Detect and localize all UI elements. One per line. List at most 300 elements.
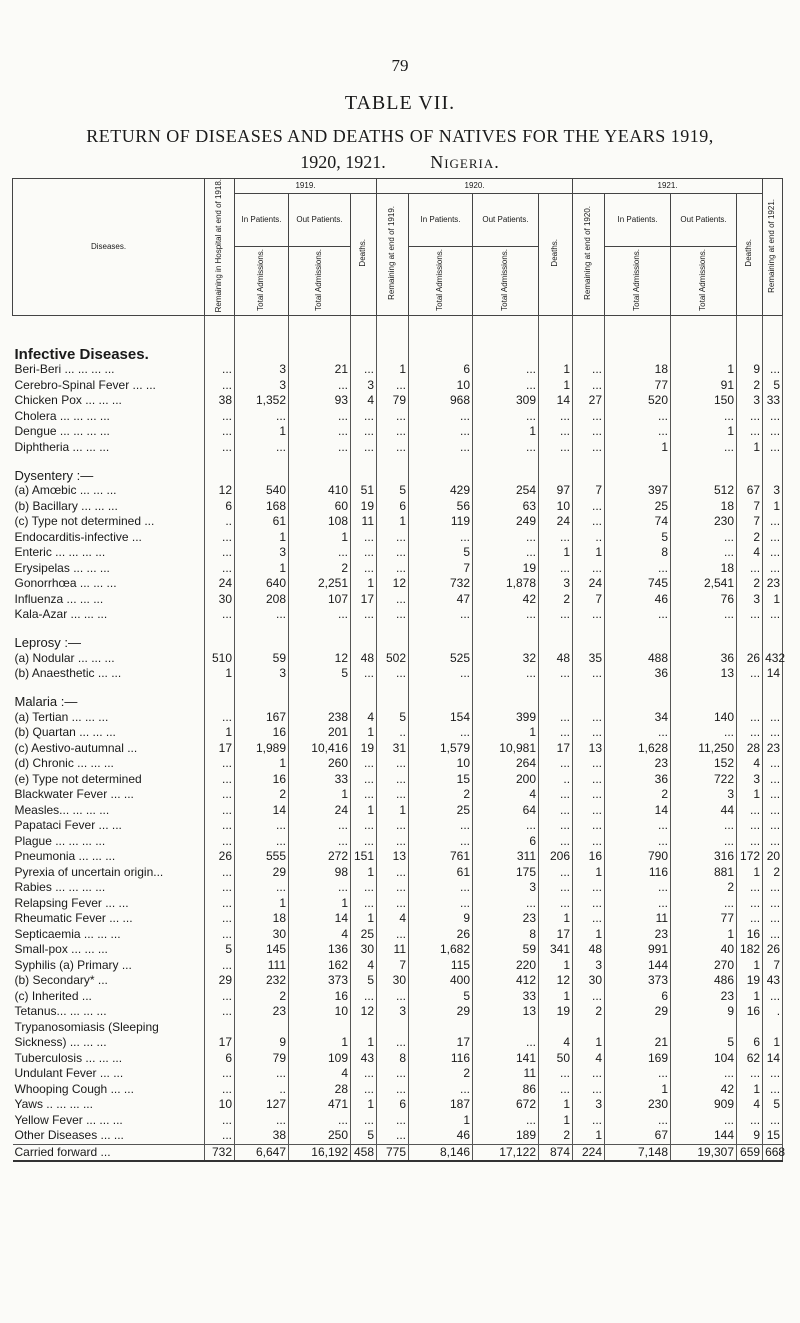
table-row — [13, 911, 783, 927]
table-row — [13, 530, 783, 546]
header-remaining-1920: Remaining at end of 1920. — [573, 194, 605, 316]
table-cell: ... — [763, 772, 783, 788]
table-cell: ... — [289, 440, 351, 456]
table-cell: 412 — [473, 973, 539, 989]
disease-label: Diphtheria ... ... ... — [14, 439, 110, 454]
table-cell: 17 — [205, 741, 235, 757]
table-cell: 40 — [671, 942, 737, 958]
table-cell: 732 — [409, 576, 473, 592]
disease-label: (c) Inherited ... — [14, 988, 92, 1003]
table-cell: 1 — [573, 865, 605, 881]
table-cell: 19 — [737, 973, 763, 989]
table-cell: ... — [605, 1066, 671, 1082]
table-cell: ... — [737, 561, 763, 577]
total-row — [13, 1144, 783, 1161]
table-cell: 1 — [737, 440, 763, 456]
table-cell: ... — [205, 772, 235, 788]
header-total-admissions-in-1919: Total Admissions. — [235, 247, 289, 316]
table-cell: 26 — [205, 849, 235, 865]
table-cell: 5 — [351, 1128, 377, 1144]
table-cell: ... — [377, 1082, 409, 1098]
table-cell: 224 — [573, 1144, 605, 1161]
table-cell: 488 — [605, 651, 671, 667]
table-cell: 16 — [235, 725, 289, 741]
table-cell: 208 — [235, 592, 289, 608]
table-cell: 24 — [539, 514, 573, 530]
table-cell: 12 — [539, 973, 573, 989]
table-cell: 167 — [235, 710, 289, 726]
table-cell: 4 — [737, 756, 763, 772]
disease-label: Cerebro-Spinal Fever ... ... — [14, 377, 156, 392]
table-cell: ... — [409, 834, 473, 850]
header-deaths-1920: Deaths. — [539, 194, 573, 316]
table-cell: 10 — [409, 378, 473, 394]
table-cell: ... — [539, 1066, 573, 1082]
table-cell: 1 — [205, 666, 235, 682]
table-cell: ... — [377, 772, 409, 788]
table-cell: 1 — [235, 756, 289, 772]
table-cell: ... — [763, 561, 783, 577]
table-cell: 33 — [473, 989, 539, 1005]
table-cell: 341 — [539, 942, 573, 958]
table-cell: 2 — [737, 530, 763, 546]
table-cell: ... — [763, 440, 783, 456]
table-cell: 36 — [605, 772, 671, 788]
table-cell: ... — [763, 880, 783, 896]
table-cell: ... — [605, 409, 671, 425]
table-cell: ... — [235, 409, 289, 425]
table-cell: 63 — [473, 499, 539, 515]
disease-label: Rabies ... ... ... ... — [14, 880, 106, 895]
disease-label: Syphilis (a) Primary ... — [14, 957, 132, 972]
table-cell: ... — [573, 1082, 605, 1098]
table-cell: 1 — [737, 989, 763, 1005]
table-cell: ... — [377, 787, 409, 803]
table-cell — [605, 1020, 671, 1036]
table-cell: ... — [205, 607, 235, 623]
table-cell: ... — [289, 409, 351, 425]
table-cell: ... — [205, 927, 235, 943]
table-cell: 254 — [473, 483, 539, 499]
disease-label: (c) Type not determined ... — [14, 514, 155, 529]
table-cell: 172 — [737, 849, 763, 865]
table-cell: 19 — [473, 561, 539, 577]
table-cell: 1 — [351, 803, 377, 819]
table-cell: 1 — [235, 561, 289, 577]
table-cell: 30 — [351, 942, 377, 958]
table-row — [13, 424, 783, 440]
header-deaths-1921: Deaths. — [737, 194, 763, 316]
table-cell: ... — [605, 607, 671, 623]
table-cell: 1 — [351, 1035, 377, 1051]
table-cell: 35 — [573, 651, 605, 667]
table-cell: ... — [605, 424, 671, 440]
table-cell — [205, 316, 235, 363]
table-cell: 1 — [671, 424, 737, 440]
table-cell: 30 — [377, 973, 409, 989]
table-cell: 1 — [737, 958, 763, 974]
table-cell: 1 — [351, 865, 377, 881]
table-cell: 7 — [573, 592, 605, 608]
table-cell: ... — [763, 896, 783, 912]
table-cell — [671, 455, 737, 483]
table-cell: 154 — [409, 710, 473, 726]
table-cell: ... — [763, 1113, 783, 1129]
table-cell — [573, 623, 605, 651]
table-cell: ... — [573, 989, 605, 1005]
table-cell: 1,579 — [409, 741, 473, 757]
table-cell: 373 — [289, 973, 351, 989]
table-cell: 116 — [409, 1051, 473, 1067]
disease-label: Plague ... ... ... ... — [14, 833, 106, 848]
table-cell: 1 — [763, 1035, 783, 1051]
table-cell: 10 — [289, 1004, 351, 1020]
table-cell: 2 — [289, 561, 351, 577]
table-cell — [473, 682, 539, 710]
table-cell: 201 — [289, 725, 351, 741]
disease-label: Beri-Beri ... ... ... ... — [14, 362, 115, 377]
table-cell: ... — [473, 409, 539, 425]
table-cell: 97 — [539, 483, 573, 499]
table-cell: 6 — [205, 1051, 235, 1067]
disease-label: Carried forward ... — [13, 1144, 205, 1161]
table-cell: 432 — [763, 651, 783, 667]
header-1921: 1921. — [573, 179, 763, 194]
table-cell: 1 — [539, 911, 573, 927]
table-cell: 5 — [289, 666, 351, 682]
table-cell: 31 — [377, 741, 409, 757]
table-cell: 29 — [205, 973, 235, 989]
header-deaths-1919: Deaths. — [351, 194, 377, 316]
table-cell: 4 — [351, 393, 377, 409]
table-cell: 4 — [377, 911, 409, 927]
table-cell: ... — [235, 880, 289, 896]
table-cell: 3 — [737, 393, 763, 409]
disease-label: Septicaemia ... ... ... — [14, 926, 121, 941]
table-cell: 21 — [289, 362, 351, 378]
disease-label: Leprosy :— — [14, 635, 81, 651]
table-cell: 24 — [573, 576, 605, 592]
table-cell: ... — [473, 440, 539, 456]
table-cell: ... — [573, 409, 605, 425]
table-cell: 7 — [737, 514, 763, 530]
table-cell — [235, 316, 289, 363]
table-cell: 640 — [235, 576, 289, 592]
table-cell: 109 — [289, 1051, 351, 1067]
table-cell: 11,250 — [671, 741, 737, 757]
header-remaining-1918: Remaining in Hospital at end of 1918. — [205, 179, 235, 316]
table-row — [13, 834, 783, 850]
table-cell: 1 — [671, 927, 737, 943]
table-cell — [409, 1020, 473, 1036]
table-cell: ... — [671, 530, 737, 546]
table-cell: 2 — [409, 787, 473, 803]
table-cell: 1 — [235, 530, 289, 546]
table-cell: 13 — [377, 849, 409, 865]
table-cell: 2 — [235, 989, 289, 1005]
table-cell: ... — [377, 896, 409, 912]
table-cell: 668 — [763, 1144, 783, 1161]
table-cell: ... — [205, 409, 235, 425]
table-cell: 12 — [289, 651, 351, 667]
table-cell: ... — [473, 818, 539, 834]
table-cell: ... — [539, 818, 573, 834]
table-cell: ... — [205, 561, 235, 577]
table-row — [13, 865, 783, 881]
table-cell: 249 — [473, 514, 539, 530]
disease-label: Tuberculosis ... ... ... — [14, 1050, 123, 1065]
table-cell: ... — [205, 1004, 235, 1020]
table-cell: ... — [573, 756, 605, 772]
table-cell: 1 — [737, 787, 763, 803]
table-cell — [351, 316, 377, 363]
table-cell: 33 — [763, 393, 783, 409]
table-cell: 2 — [763, 865, 783, 881]
table-cell: ... — [763, 1082, 783, 1098]
table-cell: 18 — [605, 362, 671, 378]
disease-label: Yellow Fever ... ... ... — [14, 1112, 123, 1127]
table-cell: 1 — [573, 1128, 605, 1144]
table-cell: 3 — [737, 772, 763, 788]
disease-label: Cholera ... ... ... ... — [14, 408, 110, 423]
table-cell — [289, 455, 351, 483]
table-row — [13, 989, 783, 1005]
table-cell: ... — [539, 607, 573, 623]
table-row — [13, 1020, 783, 1036]
table-row — [13, 973, 783, 989]
table-cell: 104 — [671, 1051, 737, 1067]
table-cell: ... — [205, 1128, 235, 1144]
table-cell: .. — [205, 514, 235, 530]
table-cell — [671, 623, 737, 651]
table-cell: 61 — [409, 865, 473, 881]
table-cell: ... — [763, 989, 783, 1005]
table-cell: ... — [539, 561, 573, 577]
table-cell — [539, 316, 573, 363]
table-cell: ... — [351, 1066, 377, 1082]
table-row — [13, 440, 783, 456]
table-cell: 8 — [473, 927, 539, 943]
table-cell: ... — [763, 725, 783, 741]
table-cell: 23 — [605, 927, 671, 943]
table-cell: ... — [351, 1113, 377, 1129]
table-cell: ... — [763, 834, 783, 850]
table-cell: ... — [235, 1066, 289, 1082]
table-cell: 429 — [409, 483, 473, 499]
table-cell: 33 — [289, 772, 351, 788]
table-cell: 3 — [573, 1097, 605, 1113]
disease-label: (b) Quartan ... ... ... — [14, 725, 116, 740]
table-cell: 61 — [235, 514, 289, 530]
table-cell: 520 — [605, 393, 671, 409]
table-cell: 1 — [473, 725, 539, 741]
table-cell: 1 — [737, 1082, 763, 1098]
table-cell: 270 — [671, 958, 737, 974]
table-cell — [605, 316, 671, 363]
table-cell: 4 — [539, 1035, 573, 1051]
table-cell: ... — [737, 607, 763, 623]
disease-label: Whooping Cough ... ... — [14, 1081, 134, 1096]
table-cell: ... — [573, 834, 605, 850]
disease-label: Yaws .. ... ... ... — [14, 1097, 93, 1112]
table-cell: ... — [539, 880, 573, 896]
table-cell: 5 — [205, 942, 235, 958]
table-cell: ... — [205, 530, 235, 546]
table-cell: 2,251 — [289, 576, 351, 592]
table-cell: 9 — [409, 911, 473, 927]
table-cell: ... — [409, 818, 473, 834]
table-cell: ... — [573, 725, 605, 741]
table-cell: 6 — [377, 499, 409, 515]
table-cell: 3 — [671, 787, 737, 803]
table-cell: ... — [409, 409, 473, 425]
table-row — [13, 958, 783, 974]
table-cell: 17 — [351, 592, 377, 608]
table-cell: ... — [377, 545, 409, 561]
table-cell: 48 — [573, 942, 605, 958]
table-cell: ... — [289, 424, 351, 440]
table-cell: 13 — [473, 1004, 539, 1020]
disease-label: Sickness) ... ... ... — [14, 1035, 107, 1050]
table-cell: ... — [671, 440, 737, 456]
table-cell: 24 — [289, 803, 351, 819]
table-cell: ... — [289, 1113, 351, 1129]
table-cell — [235, 623, 289, 651]
table-cell: ... — [377, 409, 409, 425]
table-cell: 1 — [763, 592, 783, 608]
disease-label: Trypanosomiasis (Sleeping — [14, 1019, 159, 1034]
disease-label: (b) Bacillary ... ... ... — [14, 498, 118, 513]
disease-label: Small-pox ... ... ... — [14, 942, 108, 957]
table-cell: ... — [763, 409, 783, 425]
table-cell: ... — [539, 440, 573, 456]
table-cell: ... — [235, 834, 289, 850]
table-cell: ... — [409, 530, 473, 546]
table-cell: ... — [671, 834, 737, 850]
table-cell: 672 — [473, 1097, 539, 1113]
table-cell: 1 — [539, 989, 573, 1005]
table-cell: ... — [539, 865, 573, 881]
table-cell: 5 — [377, 710, 409, 726]
table-cell: 25 — [409, 803, 473, 819]
table-cell: ... — [473, 378, 539, 394]
table-cell: ... — [539, 710, 573, 726]
table-cell: 17 — [539, 927, 573, 943]
table-cell: 1 — [351, 725, 377, 741]
table-cell: 14 — [289, 911, 351, 927]
table-cell: 17 — [539, 741, 573, 757]
table-cell: ... — [737, 1113, 763, 1129]
table-cell — [763, 1020, 783, 1036]
table-cell: 206 — [539, 849, 573, 865]
table-cell: 7 — [573, 483, 605, 499]
table-cell: 29 — [409, 1004, 473, 1020]
disease-label: Infective Diseases. — [14, 345, 149, 363]
table-cell: 12 — [351, 1004, 377, 1020]
table-cell: 24 — [205, 576, 235, 592]
table-cell: ... — [205, 710, 235, 726]
table-cell: 1 — [539, 958, 573, 974]
table-cell: ... — [573, 561, 605, 577]
table-cell: 162 — [289, 958, 351, 974]
table-cell: ... — [539, 896, 573, 912]
table-cell: ... — [737, 818, 763, 834]
table-cell: 108 — [289, 514, 351, 530]
table-cell: 5 — [605, 530, 671, 546]
table-cell: ... — [539, 787, 573, 803]
table-cell: ... — [473, 530, 539, 546]
table-cell: ... — [573, 514, 605, 530]
table-cell: ... — [351, 772, 377, 788]
table-cell: ... — [377, 1035, 409, 1051]
table-cell: 13 — [573, 741, 605, 757]
disease-label: Papataci Fever ... ... — [14, 818, 122, 833]
table-row — [13, 927, 783, 943]
table-cell: 189 — [473, 1128, 539, 1144]
table-row — [13, 592, 783, 608]
table-row — [13, 1082, 783, 1098]
table-cell: 1 — [289, 1035, 351, 1051]
table-cell: 1,682 — [409, 942, 473, 958]
table-cell — [351, 682, 377, 710]
table-cell: 10,981 — [473, 741, 539, 757]
table-cell: 1 — [473, 424, 539, 440]
table-cell — [289, 623, 351, 651]
table-cell: 6,647 — [235, 1144, 289, 1161]
table-row — [13, 409, 783, 425]
table-cell: 28 — [289, 1082, 351, 1098]
table-cell: 50 — [539, 1051, 573, 1067]
header-in-patients-1919: In Patients. — [235, 194, 289, 247]
table-cell — [539, 1020, 573, 1036]
table-cell: ... — [235, 440, 289, 456]
table-cell — [377, 682, 409, 710]
table-cell — [671, 316, 737, 363]
table-cell: 874 — [539, 1144, 573, 1161]
table-cell: ... — [235, 607, 289, 623]
table-cell: 1 — [605, 1082, 671, 1098]
table-cell: 23 — [235, 1004, 289, 1020]
table-cell: 1 — [235, 424, 289, 440]
table-cell: 79 — [235, 1051, 289, 1067]
header-out-patients-1920: Out Patients. — [473, 194, 539, 247]
disease-label: Chicken Pox ... ... ... — [14, 393, 122, 408]
table-cell: ... — [763, 514, 783, 530]
table-cell: ... — [351, 880, 377, 896]
table-cell: 10,416 — [289, 741, 351, 757]
table-cell: ... — [539, 530, 573, 546]
table-cell: 5 — [409, 545, 473, 561]
table-cell: 14 — [235, 803, 289, 819]
table-cell: 1 — [289, 896, 351, 912]
disease-label: (e) Type not determined — [14, 771, 142, 786]
table-cell: ... — [205, 818, 235, 834]
table-cell: 30 — [235, 927, 289, 943]
table-cell: 2 — [539, 1128, 573, 1144]
table-cell: 29 — [235, 865, 289, 881]
table-cell: ... — [289, 880, 351, 896]
table-cell: 27 — [573, 393, 605, 409]
table-cell: 34 — [605, 710, 671, 726]
table-cell: 3 — [377, 1004, 409, 1020]
table-cell — [409, 682, 473, 710]
table-cell: ... — [377, 530, 409, 546]
table-cell: 23 — [763, 741, 783, 757]
table-cell: ... — [573, 787, 605, 803]
table-cell: 43 — [763, 973, 783, 989]
disease-label: Blackwater Fever ... ... — [14, 787, 134, 802]
table-cell: 7 — [737, 499, 763, 515]
